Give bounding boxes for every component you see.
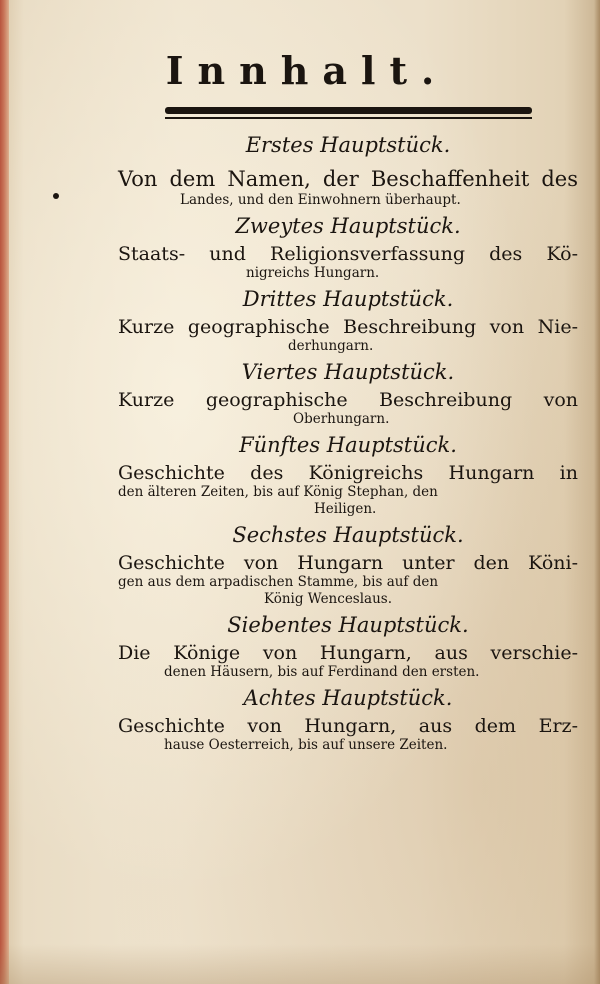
chapter-description [118, 316, 578, 355]
description-line: derhungarn. [288, 338, 374, 354]
description-line: Geschichte des Königreichs Hungarn in [118, 462, 578, 484]
description-line: Geschichte von Hungarn, aus dem Erz- [118, 715, 578, 737]
chapter-heading: Viertes Hauptstück. [241, 360, 455, 384]
description-line: Kurze geographische Beschreibung von [118, 389, 578, 411]
chapter-heading: Erstes Hauptstück. [245, 133, 451, 157]
page-title: Innhalt. [165, 48, 449, 93]
page-edge-right [594, 0, 600, 984]
page-edge-left [0, 0, 9, 984]
description-line: hause Oesterreich, bis auf unsere Zeiten. [164, 737, 448, 753]
chapter-4 [118, 357, 578, 428]
chapter-heading: Drittes Hauptstück. [242, 287, 454, 311]
table-of-contents [118, 126, 578, 754]
chapter-heading: Achtes Hauptstück. [243, 686, 453, 710]
chapter-heading: Sechstes Hauptstück. [232, 523, 464, 547]
chapter-description [118, 243, 578, 282]
chapter-description [118, 389, 578, 428]
chapter-8 [118, 683, 578, 754]
chapter-heading: Zweytes Hauptstück. [235, 214, 461, 238]
chapter-heading: Fünftes Hauptstück. [239, 433, 457, 457]
title-rule-thick [165, 107, 532, 114]
description-line: den älteren Zeiten, bis auf König Stephan, den [118, 484, 438, 500]
description-line: Oberhungarn. [293, 411, 390, 427]
chapter-description [118, 642, 578, 681]
chapter-3 [118, 284, 578, 355]
description-line: Kurze geographische Beschreibung von Nie- [118, 316, 578, 338]
chapter-6 [118, 520, 578, 608]
chapter-description [118, 462, 578, 518]
description-line: König Wenceslaus. [264, 591, 393, 607]
description-line: Die Könige von Hungarn, aus verschie- [118, 642, 578, 664]
chapter-7 [118, 610, 578, 681]
ink-mark [53, 193, 59, 199]
chapter-heading: Siebentes Hauptstück. [227, 613, 469, 637]
description-line: Heiligen. [314, 501, 377, 517]
title-rule-thin [165, 117, 532, 119]
description-line: Geschichte von Hungarn unter den Köni- [118, 552, 578, 574]
description-line: gen aus dem arpadischen Stamme, bis auf den [118, 574, 439, 590]
chapter-2 [118, 211, 578, 282]
description-line: Von dem Namen, der Beschaffenheit des [118, 167, 578, 191]
chapter-description [118, 715, 578, 754]
chapter-description [118, 552, 578, 608]
chapter-description [118, 166, 578, 209]
chapter-5 [118, 430, 578, 518]
description-line: denen Häusern, bis auf Ferdinand den ersten. [164, 664, 480, 680]
description-line: nigreichs Hungarn. [246, 265, 380, 281]
chapter-1 [118, 130, 578, 209]
description-line: Staats- und Religionsverfassung des Kö- [118, 243, 578, 265]
description-line: Landes, und den Einwohnern überhaupt. [180, 192, 461, 208]
page-shadow [0, 944, 600, 984]
